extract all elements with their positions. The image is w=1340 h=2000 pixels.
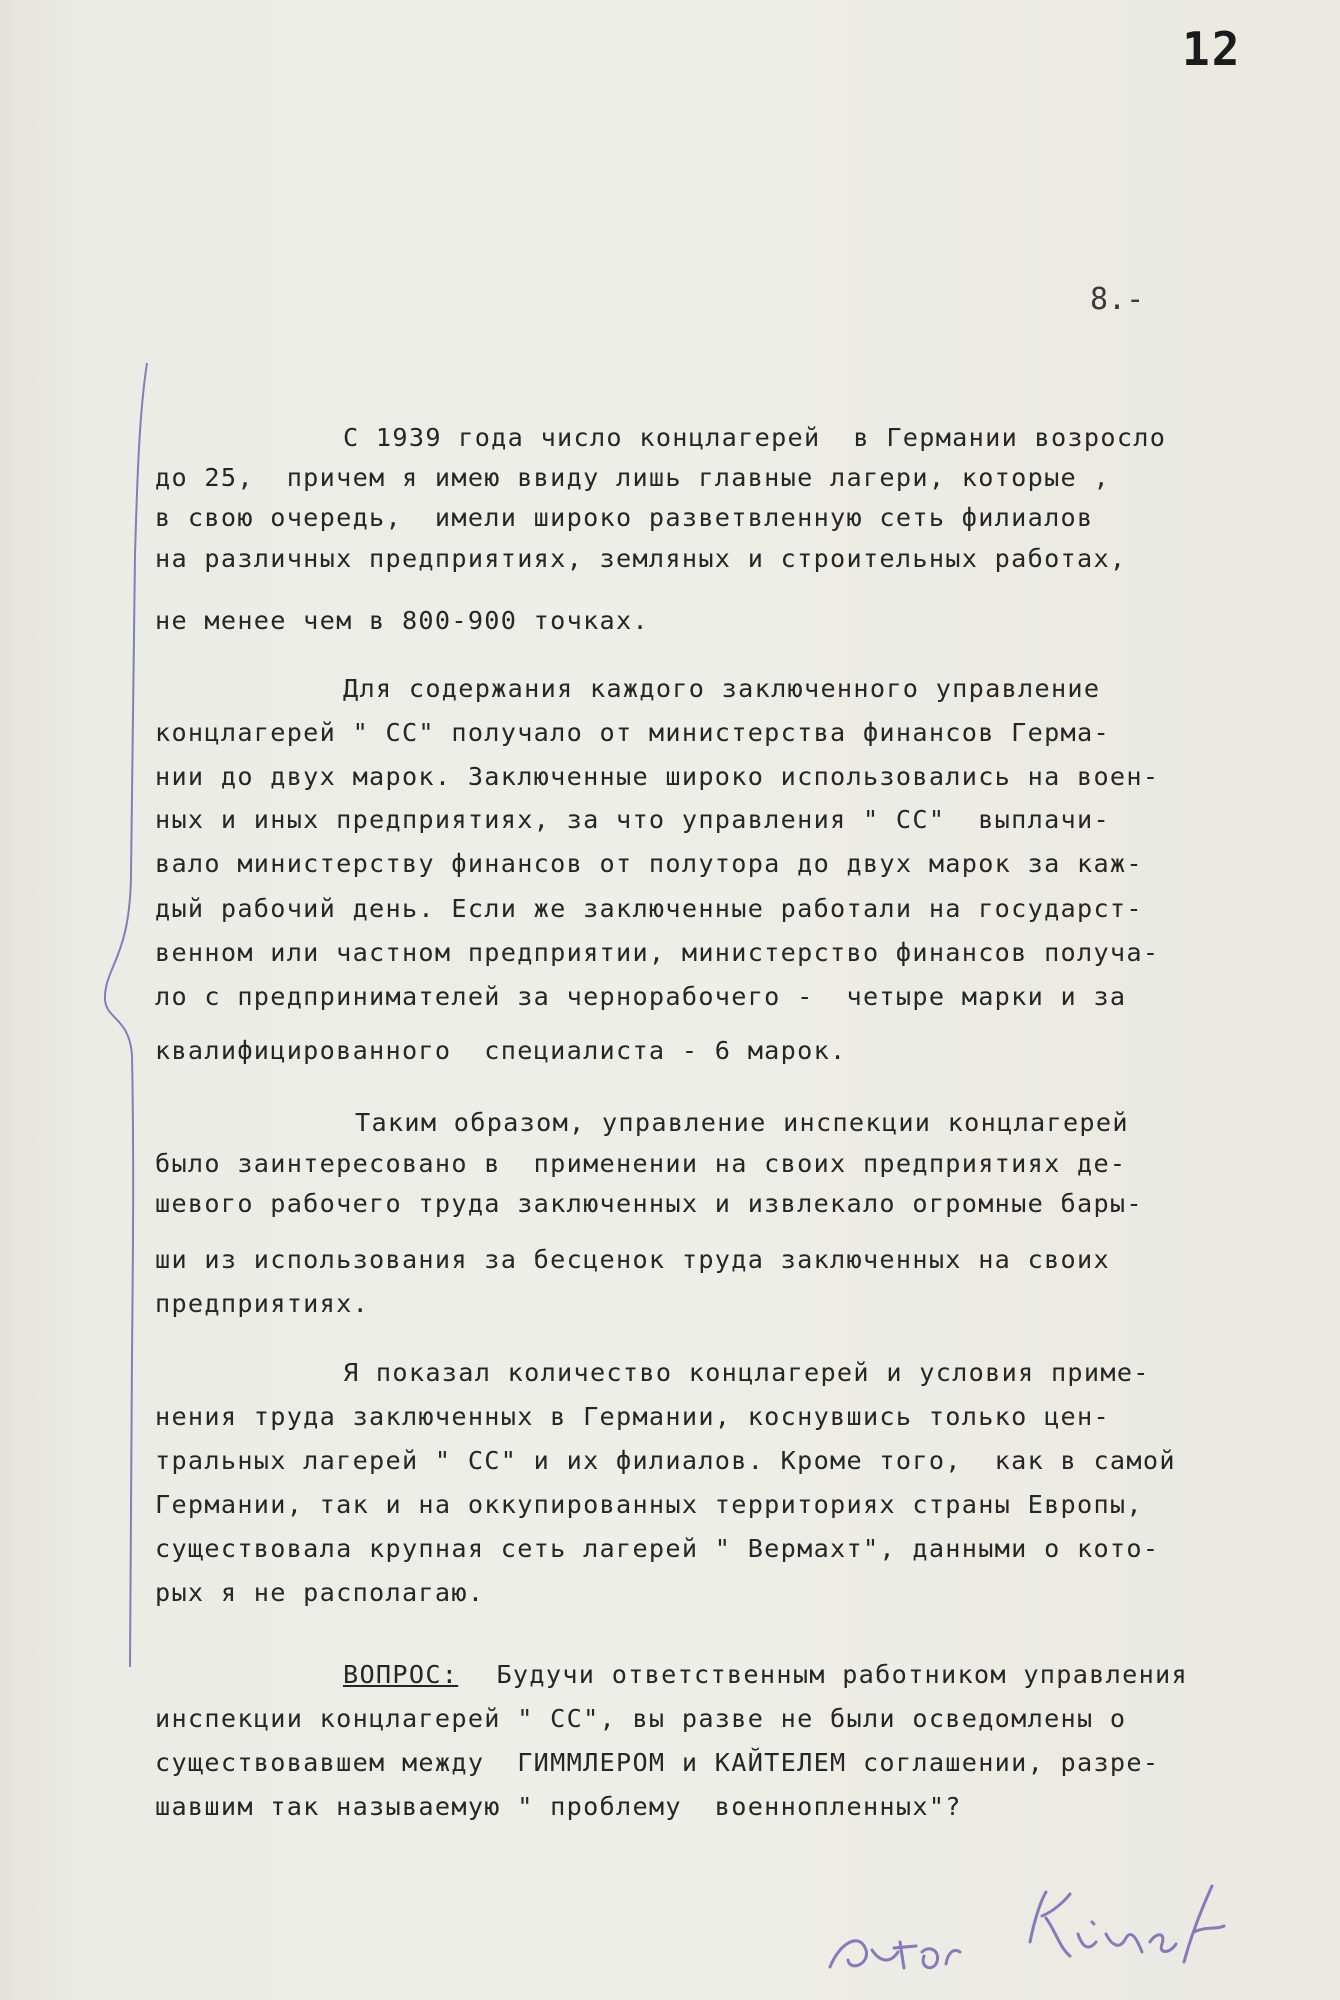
text-line: ных и иных предприятиях, за что управления " СС" выплачи-	[155, 805, 1110, 834]
text-line: предприятиях.	[155, 1289, 370, 1318]
text-line: было заинтересовано в применении на своих предприятиях де-	[155, 1149, 1127, 1178]
margin-mark	[95, 355, 155, 1675]
text-line: Я показал количество концлагерей и условия приме-	[343, 1358, 1150, 1387]
folio-number: 12	[1182, 22, 1242, 76]
text-line: Германии, так и на оккупированных территориях страны Европы,	[155, 1490, 1143, 1519]
text-line: существовала крупная сеть лагерей " Вермахт", данными о кото-	[155, 1534, 1160, 1563]
question-label: ВОПРОС:	[343, 1660, 459, 1689]
text-line: существовавшем между ГИММЛЕРОМ и КАЙТЕЛЕМ соглашении, разре-	[155, 1748, 1160, 1777]
handwritten-signature	[820, 1872, 1290, 1992]
text-line: тральных лагерей " СС" и их филиалов. Кроме того, как в самой	[155, 1446, 1176, 1475]
text-line: в свою очередь, имели широко разветвленную сеть филиалов	[155, 503, 1094, 532]
text-line: дый рабочий день. Если же заключенные работали на государст-	[155, 894, 1143, 923]
text-line: нии до двух марок. Заключенные широко использовались на воен-	[155, 762, 1160, 791]
text-line: Таким образом, управление инспекции концлагерей	[355, 1108, 1129, 1137]
text-line: на различных предприятиях, земляных и строительных работах,	[155, 544, 1127, 573]
text-line: венном или частном предприятии, министерство финансов получа-	[155, 938, 1160, 967]
text-line: ши из использования за бесценок труда заключенных на своих	[155, 1245, 1110, 1274]
page-number: 8.-	[1090, 282, 1145, 317]
text-line: ло с предпринимателей за чернорабочего - четыре марки и за	[155, 982, 1127, 1011]
text-line: не менее чем в 800-900 точках.	[155, 606, 649, 635]
text-line: концлагерей " СС" получало от министерства финансов Герма-	[155, 718, 1110, 747]
text-line: шевого рабочего труда заключенных и извлекало огромные бары-	[155, 1189, 1143, 1218]
text-line: инспекции концлагерей " СС", вы разве не были осведомлены о	[155, 1704, 1127, 1733]
text-line: квалифицированного специалиста - 6 марок.	[155, 1036, 847, 1065]
text-line: нения труда заключенных в Германии, коснувшись только цен-	[155, 1402, 1110, 1431]
text-line: рых я не располагаю.	[155, 1578, 485, 1607]
text-line: С 1939 года число концлагерей в Германии возросло	[343, 423, 1167, 452]
text-line: Будучи ответственным работником управления	[480, 1660, 1188, 1689]
text-line: вало министерству финансов от полутора до двух марок за каж-	[155, 849, 1143, 878]
text-line: до 25, причем я имею ввиду лишь главные лагери, которые ,	[155, 463, 1110, 492]
text-line: Для содержания каждого заключенного управление	[343, 674, 1101, 703]
text-line: шавшим так называемую " проблему военнопленных"?	[155, 1792, 962, 1821]
